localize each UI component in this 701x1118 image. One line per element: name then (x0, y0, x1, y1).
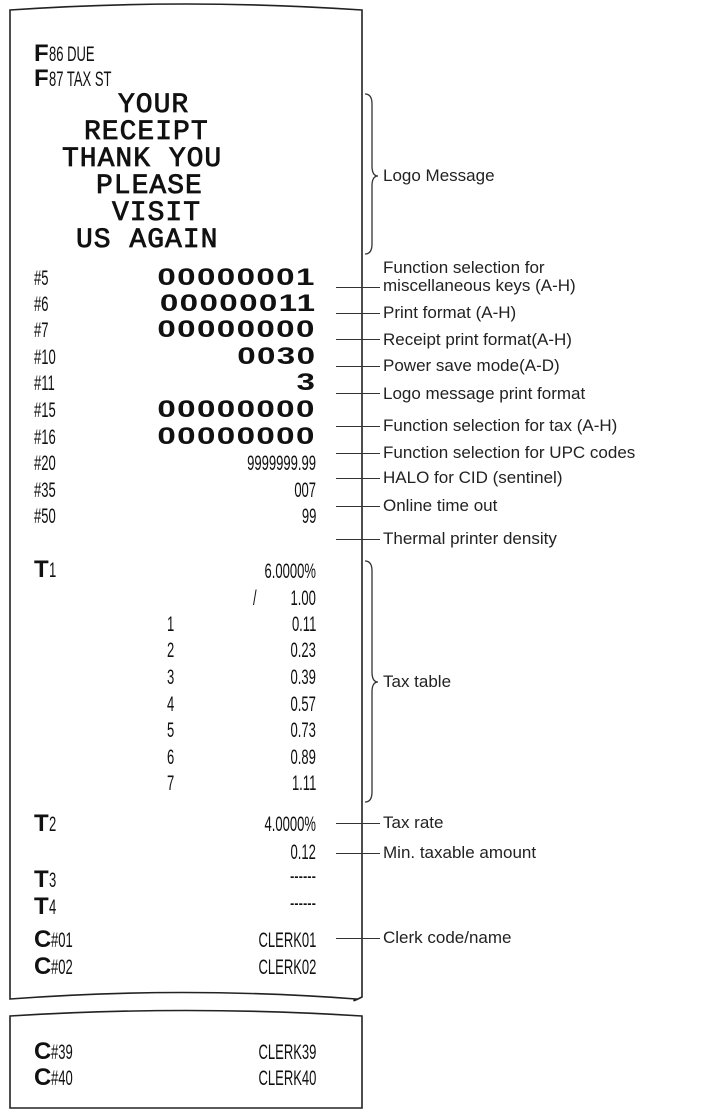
leader-line (336, 287, 380, 288)
tax-table-bracket (365, 561, 378, 802)
tax-number: 2 (48, 813, 56, 836)
setting-code: #5 (34, 267, 49, 290)
annotation-tax-function: Function selection for tax (A-H) (383, 416, 618, 435)
clerk-row (34, 1066, 86, 1090)
annotation-print-format: Print format (A-H) (383, 303, 517, 322)
annotation-clerk-code: Clerk code/name (383, 928, 512, 947)
annotation-power-save: Power save mode(A-D) (383, 356, 560, 375)
setting-code: #7 (34, 319, 49, 342)
tax-prefix: T (34, 556, 49, 583)
setting-code: #35 (34, 479, 56, 502)
clerk-prefix: C (34, 1038, 52, 1065)
tax-table-label (34, 558, 60, 582)
leader-line (336, 313, 380, 314)
setting-value: 00000001 (157, 264, 316, 291)
tax-rate-value: 6.0000% (264, 560, 316, 583)
clerk-row (34, 955, 86, 979)
tax-3-value: ------ (289, 865, 316, 888)
leader-line (336, 453, 380, 454)
leader-line (336, 393, 380, 394)
setting-code: #11 (34, 372, 55, 395)
clerk-name: CLERK01 (258, 929, 316, 952)
tax-number: 1 (48, 559, 56, 582)
tax-step-number: 2 (167, 639, 175, 662)
clerk-prefix: C (34, 1064, 52, 1091)
function-prefix: F (34, 65, 49, 92)
setting-value: 00000000 (157, 423, 316, 450)
tax-3-label (34, 868, 60, 892)
clerk-name: CLERK39 (258, 1041, 316, 1064)
clerk-name: CLERK02 (258, 956, 316, 979)
annotation-halo: HALO for CID (sentinel) (383, 468, 563, 487)
clerk-row (34, 1040, 86, 1064)
tax-step-number: 6 (167, 746, 175, 769)
leader-line (336, 339, 380, 340)
logo-line: US AGAIN (76, 225, 219, 256)
tax-number: 4 (48, 896, 56, 919)
setting-value: 007 (294, 479, 316, 502)
annotation-thermal-density: Thermal printer density (383, 529, 557, 548)
tax-step-value: 0.89 (290, 746, 316, 769)
logo-line: VISIT (112, 198, 202, 229)
function-label: 87 TAX ST (48, 68, 112, 91)
annotation-min-taxable: Min. taxable amount (383, 843, 537, 862)
tax-step-number: 1 (167, 613, 175, 636)
tax-step-value: 1.11 (291, 772, 316, 795)
leader-line (336, 506, 380, 507)
function-prefix: F (34, 40, 49, 67)
annotation-tax-rate: Tax rate (383, 813, 444, 832)
tax-prefix: T (34, 810, 49, 837)
logo-message-bracket (365, 94, 378, 254)
logo-line: PLEASE (96, 171, 203, 202)
setting-code: #10 (34, 346, 56, 369)
setting-code: #15 (34, 399, 56, 422)
tax-step-value: 0.57 (290, 693, 316, 716)
leader-line (336, 938, 380, 939)
setting-value: 99 (301, 505, 316, 528)
leader-line (336, 426, 380, 427)
setting-code: #20 (34, 452, 56, 475)
setting-code: #50 (34, 505, 56, 528)
leader-line (336, 823, 380, 824)
annotation-online-timeout: Online time out (383, 496, 498, 515)
logo-line: RECEIPT (84, 117, 209, 148)
annotation-upc-function: Function selection for UPC codes (383, 443, 636, 462)
leader-line (336, 366, 380, 367)
annotation-receipt-print-format: Receipt print format(A-H) (383, 330, 572, 349)
clerk-code: #40 (51, 1067, 74, 1090)
clerk-prefix: C (34, 926, 52, 953)
annotation-tax-table: Tax table (383, 672, 452, 691)
setting-value: 00000000 (157, 396, 316, 423)
tax-step-number: 7 (167, 772, 175, 795)
tax-step-value: 0.11 (291, 613, 316, 636)
tax-divisor: 1.00 (290, 587, 316, 610)
setting-value: 00000011 (159, 290, 316, 317)
setting-value: 00000000 (157, 316, 316, 343)
leader-line (336, 539, 380, 540)
function-label: 86 DUE (48, 43, 95, 66)
annotation-misc-keys-line2: miscellaneous keys (A-H) (383, 276, 576, 295)
tax-4-label (34, 895, 60, 919)
header-row-f86 (34, 42, 109, 66)
leader-line (336, 478, 380, 479)
clerk-name: CLERK40 (258, 1067, 316, 1090)
leader-line (336, 853, 380, 854)
tax-step-value: 0.23 (290, 639, 316, 662)
annotation-logo-print-format: Logo message print format (383, 384, 586, 403)
setting-code: #6 (34, 293, 49, 316)
tax-step-value: 0.73 (290, 719, 316, 742)
tax-step-number: 5 (167, 719, 175, 742)
tax-prefix: T (34, 893, 49, 920)
setting-value: 9999999.99 (247, 452, 316, 475)
tax-2-rate: 4.0000% (264, 813, 316, 836)
tax-number: 3 (48, 869, 56, 892)
annotation-misc-keys-line1: Function selection for (383, 258, 545, 277)
setting-value: 0030 (236, 343, 316, 370)
tax-step-number: 3 (167, 666, 175, 689)
tax-2-label (34, 812, 60, 836)
tax-divider: / (253, 587, 257, 610)
clerk-code: #39 (51, 1041, 74, 1064)
logo-line: THANK YOU (62, 144, 223, 175)
clerk-prefix: C (34, 953, 52, 980)
tax-step-value: 0.39 (290, 666, 316, 689)
logo-line: YOUR (118, 90, 190, 121)
setting-code: #16 (34, 426, 56, 449)
annotation-logo-message: Logo Message (383, 166, 495, 185)
setting-value: 3 (296, 369, 316, 396)
clerk-code: #02 (51, 956, 74, 979)
clerk-row (34, 928, 86, 952)
clerk-code: #01 (51, 929, 74, 952)
tax-4-value: ------ (289, 892, 316, 915)
tax-prefix: T (34, 866, 49, 893)
tax-step-number: 4 (167, 693, 175, 716)
tax-2-min-amount: 0.12 (290, 841, 316, 864)
header-row-f87 (34, 67, 129, 91)
